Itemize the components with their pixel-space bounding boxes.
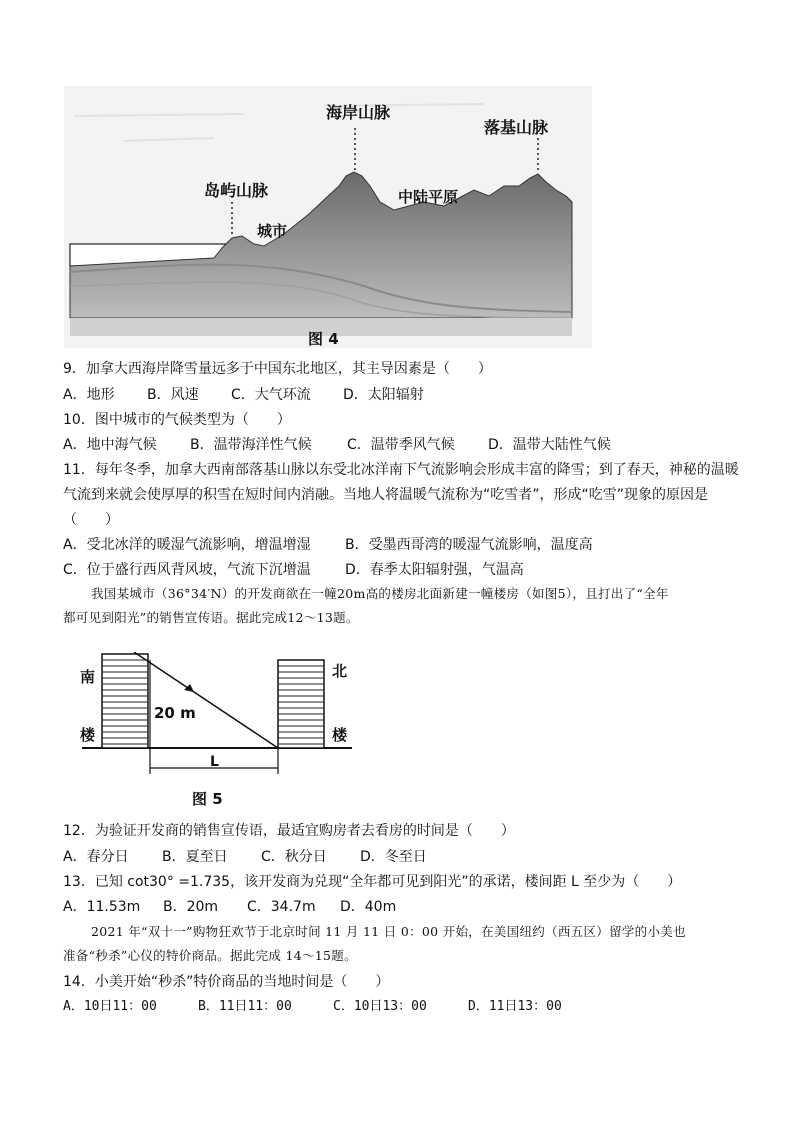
option[interactable]: A．地中海气候 [63, 437, 157, 453]
question-12-stem: 12．为验证开发商的销售宣传语，最适宜购房者去看房的时间是（ ） [63, 823, 515, 839]
option[interactable]: A．受北冰洋的暖湿气流影响，增温增湿 [63, 537, 311, 553]
question-11-stem-line: （ ） [63, 512, 119, 528]
question-11-options-row [63, 535, 593, 555]
question-10-stem: 10．图中城市的气候类型为（ ） [63, 412, 291, 428]
north-char-1: 北 [332, 662, 348, 680]
sun-ray [134, 652, 278, 748]
figure-4-terrain-profile [64, 86, 592, 348]
option[interactable]: B．受墨西哥湾的暖湿气流影响，温度高 [345, 537, 593, 553]
intro-12-13-line: 都可见到阳光”的销售宣传语。据此完成12～13题。 [63, 610, 359, 625]
north-char-2: 楼 [332, 726, 348, 744]
label-city: 城市 [257, 222, 288, 240]
question-9-options [63, 385, 424, 405]
intro-14-15-line: 2021 年“双十一”购物狂欢节于北京时间 11 月 11 日 0：00 开始，在美国纽约（西五区）留学的小美也 [91, 924, 686, 939]
question-13-stem: 13．已知 cot30° =1.735，该开发商为兑现“全年都可见到阳光”的承诺，楼间距 L 至少为（ ） [63, 874, 682, 890]
option[interactable]: D．40m [340, 899, 397, 915]
option[interactable]: D．春季太阳辐射强，气温高 [345, 562, 524, 578]
option[interactable]: C．大气环流 [231, 387, 311, 403]
option[interactable]: A．11.53m [63, 899, 141, 915]
option[interactable]: C．34.7m [247, 899, 316, 915]
question-11-stem-line: 气流到来就会使厚厚的积雪在短时间内消融。当地人将温暖气流称为“吃雪者”，形成“吃雪”现象的原因是 [63, 487, 709, 503]
option[interactable]: D．冬至日 [360, 849, 427, 865]
option[interactable]: D．太阳辐射 [343, 387, 424, 403]
option[interactable]: D．温带大陆性气候 [488, 437, 611, 453]
option[interactable]: C．秋分日 [261, 849, 327, 865]
option[interactable]: B．20m [163, 899, 219, 915]
option[interactable]: A．春分日 [63, 849, 129, 865]
option[interactable]: D．11日13：00 [468, 999, 562, 1014]
figure-4-caption: 图 4 [308, 330, 339, 348]
label-rocky-mountains: 落基山脉 [484, 118, 549, 137]
question-10-options [63, 435, 611, 455]
question-14-stem: 14．小美开始“秒杀”特价商品的当地时间是（ ） [63, 974, 390, 990]
south-char-2: 楼 [80, 726, 96, 744]
option[interactable]: C．位于盛行西风背风坡，气流下沉增温 [63, 562, 311, 578]
intro-14-15-line: 准备“秒杀”心仪的特价商品。据此完成 14～15题。 [63, 948, 357, 963]
south-building [102, 654, 148, 748]
label-coastal-mountains: 海岸山脉 [326, 103, 391, 122]
label-interior-plains: 中陆平原 [398, 188, 459, 206]
north-building [278, 660, 324, 748]
question-14-options [63, 997, 562, 1017]
question-11-options-row [63, 560, 524, 580]
option[interactable]: B．风速 [147, 387, 199, 403]
option[interactable]: B．夏至日 [162, 849, 228, 865]
option[interactable]: B．温带海洋性气候 [190, 437, 312, 453]
south-char-1: 南 [80, 668, 96, 686]
option[interactable]: C．10日13：00 [333, 999, 427, 1014]
distance-label: L [210, 754, 219, 770]
label-island-mountains: 岛屿山脉 [204, 181, 269, 200]
option[interactable]: A．10日11：00 [63, 999, 157, 1014]
question-9-stem: 9．加拿大西海岸降雪量远多于中国东北地区，其主导因素是（ ） [63, 361, 492, 377]
question-11-stem-line: 11．每年冬季，加拿大西南部落基山脉以东受北冰洋南下气流影响会形成丰富的降雪；到了春天，神秘的温暖 [63, 462, 739, 478]
figure-5-building-diagram [62, 652, 362, 812]
option[interactable]: C．温带季风气候 [347, 437, 455, 453]
figure-5-caption: 图 5 [192, 790, 223, 808]
sun-ray-arrowhead [184, 684, 194, 692]
intro-12-13-line: 我国某城市（36°34′N）的开发商欲在一幢20m高的楼房北面新建一幢楼房（如图5），且打出了“全年 [91, 586, 669, 601]
option[interactable]: B．11日11：00 [198, 999, 292, 1014]
height-label: 20 m [154, 704, 196, 722]
question-12-options [63, 847, 427, 867]
question-13-options [63, 897, 396, 917]
option[interactable]: A．地形 [63, 387, 115, 403]
